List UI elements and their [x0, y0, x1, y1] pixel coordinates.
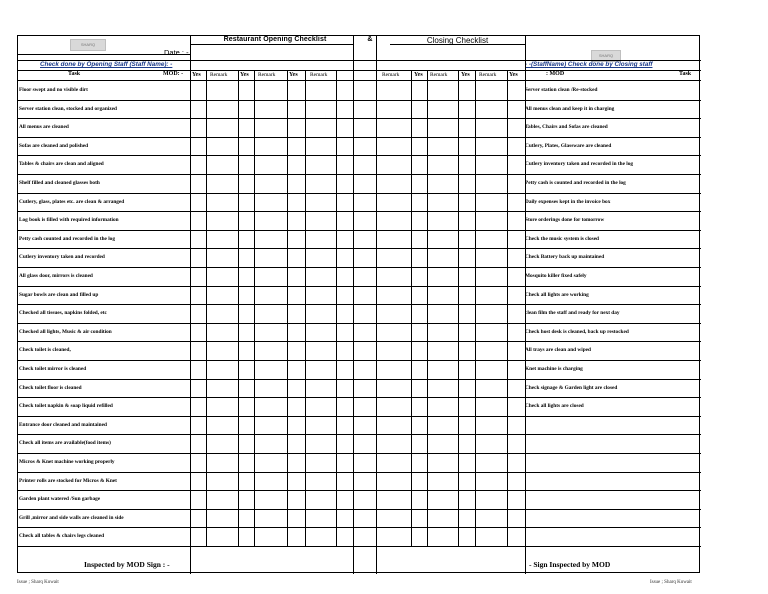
opening-task-item: All glass door, mirrors is cleaned [19, 273, 93, 279]
grid-line [18, 248, 701, 249]
grid-line [18, 304, 701, 305]
opening-task-item: Log book is filled with required information [19, 217, 119, 224]
closing-task-item [525, 490, 701, 508]
closing-sign-label: - Sign Inspected by MOD [529, 560, 611, 569]
opening-task-item: Micros & Knet machine working properly [19, 459, 115, 465]
closing-task-item [525, 509, 701, 527]
grid-line [18, 54, 190, 55]
grid-line [18, 137, 701, 138]
remark-col-4: Remark [382, 72, 400, 78]
opening-sign-label: Inspected by MOD Sign : - [84, 560, 170, 569]
opening-task-item: Petty cash counted and recorded in the log [19, 235, 115, 242]
opening-task-item: Sugar bowls are clean and filled up [19, 291, 99, 298]
yes-col-5: Yes [461, 72, 470, 78]
grid-line [254, 70, 255, 546]
closing-task-item: Petty cash is counted and recorded in the log [525, 180, 626, 186]
closing-task-item [525, 434, 701, 452]
closing-mod-header: : MOD [546, 71, 565, 77]
closing-title: Closing Checklist [426, 36, 489, 45]
grid-line [376, 36, 377, 574]
opening-task-item: Check toilet napkin & soap liquid refilled [19, 403, 113, 410]
footer-left: Issue ; Sharq Kuwait [17, 580, 59, 585]
closing-task-item: Check the music system is closed [525, 235, 600, 242]
closing-task-item: Knet machine is charging [525, 366, 583, 372]
yes-col-3: Yes [289, 72, 298, 78]
grid-line [206, 70, 207, 546]
opening-task-item: Shelf filled and cleaned glasses both [19, 180, 100, 186]
opening-task-item: Checked all tissues, napkins folded, etc [19, 310, 107, 317]
opening-task-item: Check all tables & chairs legs cleaned [19, 533, 105, 540]
grid-line [18, 397, 701, 398]
yes-col-4: Yes [414, 72, 423, 78]
opening-check-label: Check done by Opening Staff (Staff Name): - [40, 61, 173, 68]
grid-line [18, 341, 701, 342]
date-label: Date : - [164, 48, 189, 57]
grid-line [458, 70, 459, 546]
grid-line [18, 546, 701, 547]
grid-line [287, 70, 288, 546]
closing-task-item: Check signage & Garden light are closed [525, 384, 618, 391]
opening-task-item: Entrance door cleaned and maintained [19, 421, 107, 428]
grid-line [18, 416, 701, 417]
opening-task-item: Server station clean, stocked and organized [19, 105, 117, 112]
remark-col-1: Remark [210, 72, 228, 78]
logo-right: SHARQ [591, 50, 621, 62]
grid-line [18, 509, 701, 510]
closing-task-item: Cutlery inventory taken and recorded in the log [525, 161, 634, 168]
grid-line [18, 527, 701, 528]
opening-task-item: Cutlery, glass, plates etc. are clean & arranged [19, 198, 125, 205]
grid-line [18, 434, 701, 435]
closing-task-item: Cutlery, Plates, Glassware are cleaned [525, 142, 612, 149]
grid-line [18, 267, 701, 268]
grid-line [238, 70, 239, 546]
closing-task-item: All menus clean and keep it in charging [525, 105, 615, 112]
opening-task-item: Cutlery inventory taken and recorded [19, 254, 105, 261]
footer-right: Issue ; Sharq Kuwait [650, 580, 692, 585]
grid-line [190, 36, 191, 574]
opening-task-item: Check all items are available(food items) [19, 440, 111, 447]
closing-task-item: Check host desk is cleaned, back up restocked [525, 328, 629, 335]
grid-line [18, 174, 701, 175]
grid-line [411, 70, 412, 546]
yes-col-1: Yes [192, 72, 201, 78]
opening-task-item: Tables & chairs are clean and aligned [19, 161, 104, 168]
grid-line [18, 453, 701, 454]
opening-mod-header: MOD: - [163, 71, 184, 77]
closing-task-item: Server station clean /Re-stocked [525, 87, 598, 93]
grid-line [18, 211, 701, 212]
closing-task-item: Daily expenses kept in the invoice box [525, 198, 611, 205]
grid-line [18, 80, 701, 81]
grid-line [18, 472, 701, 473]
grid-line [353, 36, 354, 574]
grid-line [305, 70, 306, 546]
opening-task-item: Printer rolls are stocked for Micros & Knet [19, 477, 117, 484]
grid-line [475, 70, 476, 546]
grid-line [18, 323, 701, 324]
closing-task-item: clean film the staff and ready for next day [525, 310, 620, 317]
closing-task-item [525, 416, 701, 434]
ampersand: & [367, 36, 373, 43]
remark-col-3: Remark [310, 72, 328, 78]
closing-task-item: Tables, Chairs and Sofas are cleaned [525, 124, 608, 131]
yes-col-2: Yes [240, 72, 249, 78]
grid-line [18, 70, 701, 71]
opening-task-item: Check toilet floor is cleaned [19, 384, 82, 391]
closing-task-item: All trays are clean and wiped [525, 347, 591, 354]
closing-task-item: Check all lights are working [525, 291, 589, 298]
grid-line [190, 44, 353, 45]
opening-task-item: Check toilet mirror is cleaned [19, 366, 87, 372]
grid-line [18, 230, 701, 231]
grid-line [18, 60, 701, 61]
grid-line [18, 193, 701, 194]
yes-col-6: Yes [509, 72, 518, 78]
grid-line [507, 70, 508, 546]
grid-line [18, 118, 701, 119]
remark-col-6: Remark [479, 72, 497, 78]
grid-line [18, 155, 701, 156]
closing-task-item [525, 527, 701, 545]
closing-task-item: Store orderings done for tomorrow [525, 217, 605, 224]
closing-check-label: - -(StaffName) Check done by Closing staff [525, 61, 653, 68]
remark-col-2: Remark [258, 72, 276, 78]
opening-task-item: Check toilet is cleaned, [19, 347, 71, 354]
opening-task-item: Floor swept and no visible dirt [19, 87, 88, 93]
opening-task-item: All menus are cleaned [19, 124, 69, 131]
grid-line [18, 100, 701, 101]
opening-task-item: Grill ,mirror and side walls are cleaned in side [19, 514, 124, 521]
opening-task-item: Sofas are cleaned and polished [19, 142, 89, 149]
grid-line [427, 70, 428, 546]
opening-title: Restaurant Opening Checklist [223, 36, 327, 43]
closing-task-item [525, 453, 701, 471]
opening-task-header: Task [68, 71, 81, 77]
opening-task-item: Checked all lights, Music & air condition [19, 328, 112, 335]
closing-task-item: Check Battery back up maintained [525, 254, 605, 261]
grid-line [18, 286, 701, 287]
grid-line [18, 360, 701, 361]
closing-task-item: Check all lights are closed [525, 403, 584, 410]
closing-task-item: Mosquito killer fixed safely [525, 273, 587, 279]
remark-col-5: Remark [430, 72, 448, 78]
grid-line [18, 379, 701, 380]
closing-task-header: Task [679, 71, 692, 77]
grid-line [336, 70, 337, 546]
grid-line [390, 44, 525, 45]
checklist-sheet [17, 35, 700, 573]
logo-left: SHARQ [70, 39, 106, 51]
opening-task-item: Garden plant watered /Sun garbage [19, 496, 101, 503]
grid-line [18, 490, 701, 491]
grid-line [525, 36, 526, 574]
closing-task-item [525, 472, 701, 490]
